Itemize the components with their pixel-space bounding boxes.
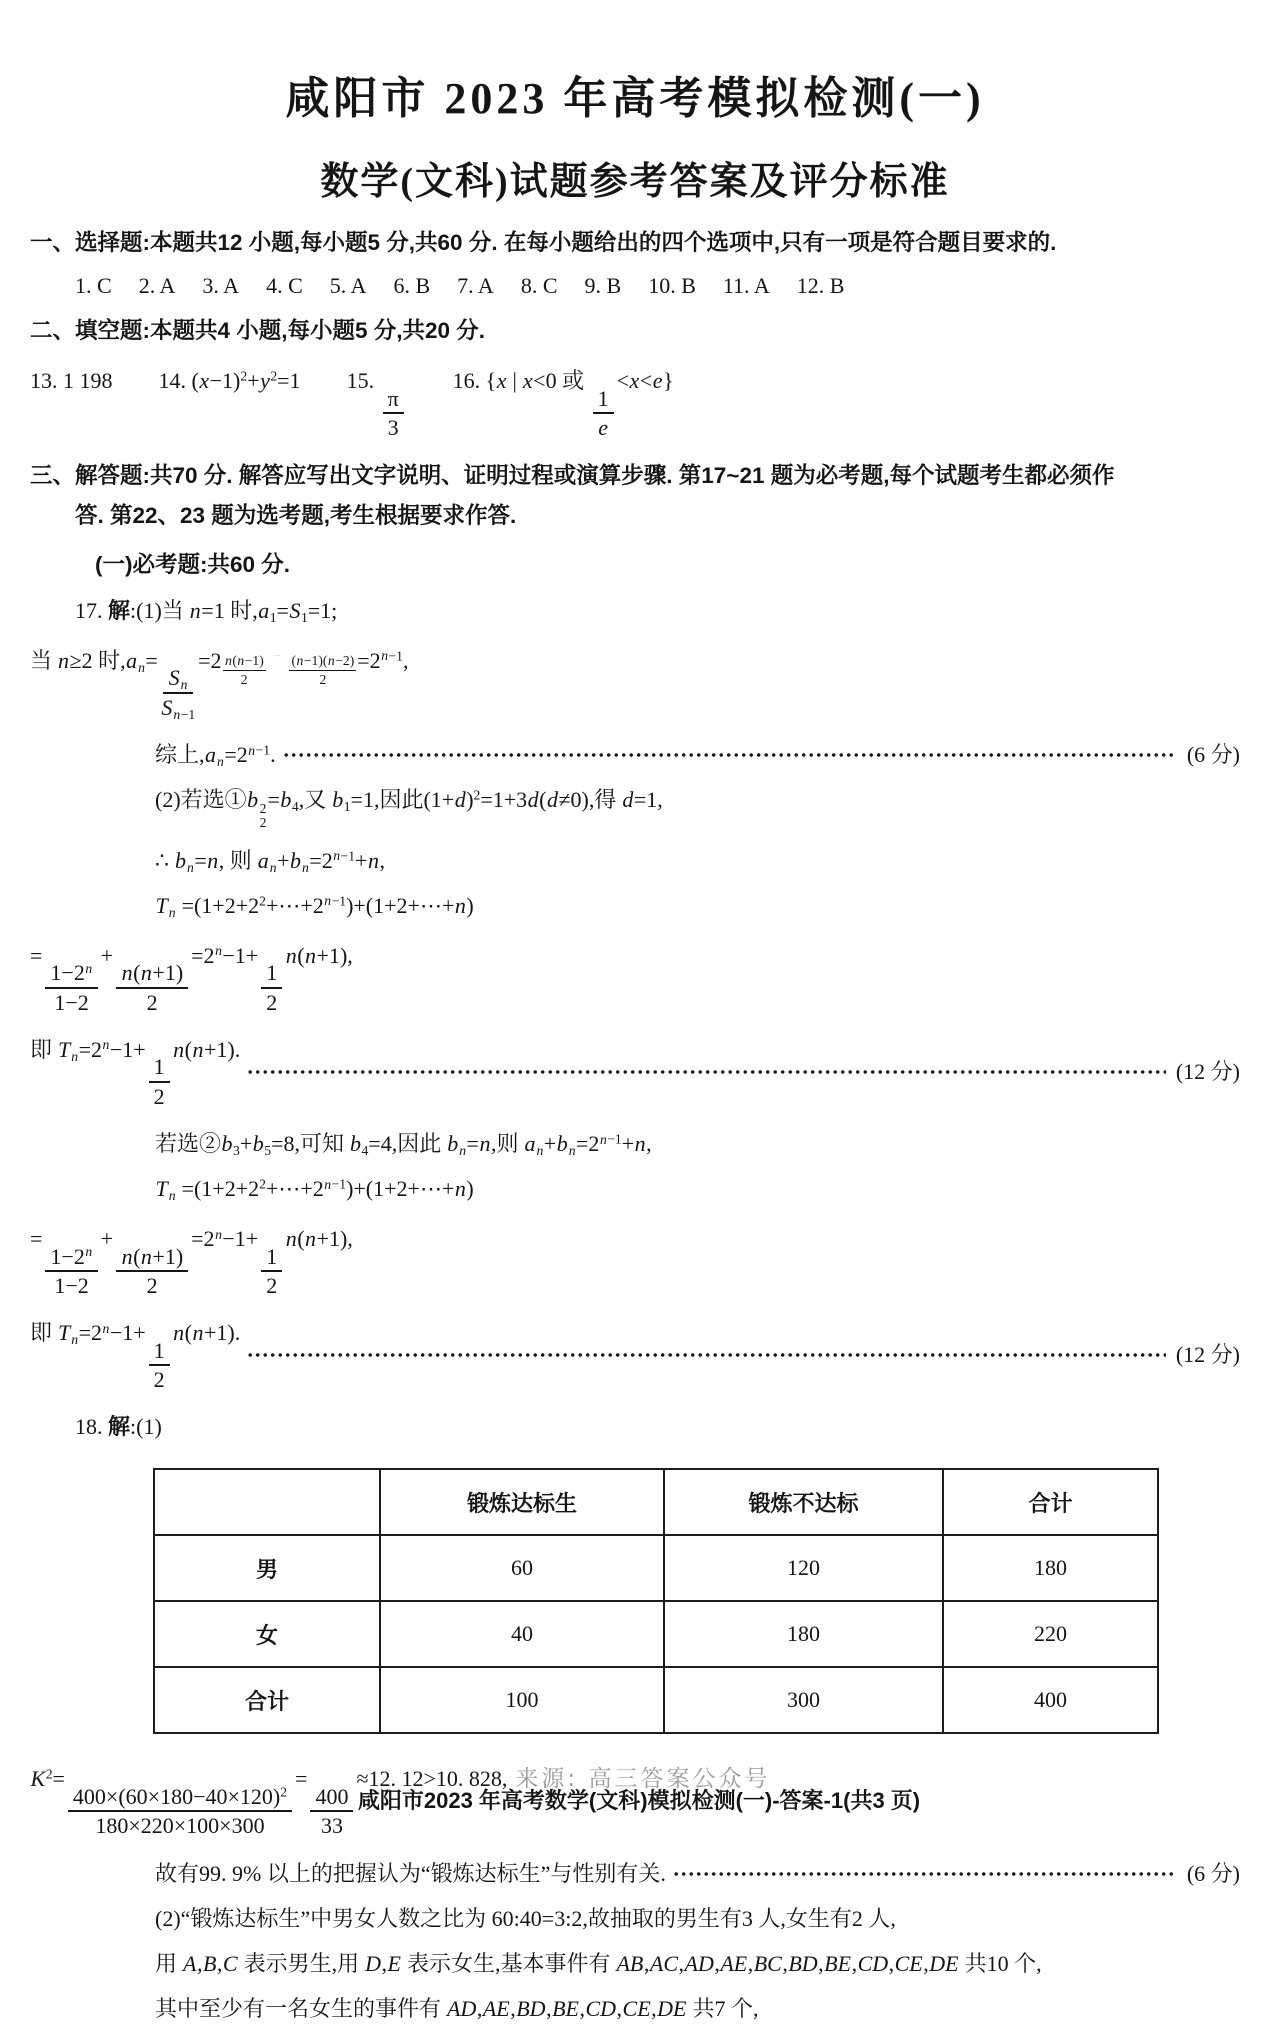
table-row bbox=[154, 1535, 1158, 1601]
choice-answers-row bbox=[75, 273, 1240, 299]
table-cell: 300 bbox=[664, 1667, 943, 1733]
choice-answer: 10. B bbox=[648, 272, 696, 298]
choice-answer: 3. A bbox=[202, 272, 240, 298]
formula-line: ∴ $b_n=n$, 则 $a_n+b_n=2^{n-1}+n$, bbox=[155, 847, 385, 875]
dotted-leader bbox=[674, 1871, 1177, 1877]
formula-line: 其中至少有一名女生的事件有 AD,AE,BD,BE,CD,CE,DE 共7 个, bbox=[155, 1995, 759, 2021]
question-17-solution bbox=[30, 596, 1240, 1393]
table-cell: 400 bbox=[943, 1667, 1158, 1733]
section-fill-heading: 二、填空题:本题共4 小题,每小题5 分,共20 分. bbox=[30, 317, 486, 343]
table-cell: 120 bbox=[664, 1535, 943, 1601]
choice-answer: 12. B bbox=[796, 272, 845, 298]
page-subtitle: 数学(文科)试题参考答案及评分标准 bbox=[320, 161, 950, 203]
page-footer: 咸阳市2023 年高考数学(文科)模拟检测(一)-答案-1(共3 页) bbox=[357, 1788, 921, 1813]
contingency-table bbox=[153, 1468, 1159, 1734]
choice-answer: 6. B bbox=[393, 272, 431, 298]
question-18-intro bbox=[30, 1412, 1240, 1442]
table-row bbox=[154, 1667, 1158, 1733]
formula-line: $T_n$ $=(1+2+2^2+\cdots+2^{n-1})+(1+2+\cdots+n)$ bbox=[155, 892, 474, 920]
score-label: (12 分) bbox=[1175, 1342, 1240, 1368]
choice-answer: 1. C bbox=[75, 272, 112, 298]
formula-line: 若选$②b_3+b_5=8$,可知 $b_4=4$,因此 $b_n=n$,则 $a_n+b_n=2^{n-1}+n$, bbox=[155, 1131, 652, 1159]
formula-line: 即 $T_n=2^n-1+$ $\frac{1}{2}$ n(n+1). (12 分) bbox=[30, 1036, 1240, 1109]
table-row-header: 合计 bbox=[154, 1667, 380, 1733]
choice-answer: 7. A bbox=[457, 272, 494, 298]
table-column-header: 锻炼不达标 bbox=[664, 1469, 943, 1535]
score-label: (6 分) bbox=[1186, 742, 1240, 768]
dotted-leader bbox=[248, 1352, 1166, 1358]
formula-line: 当 n≥2 时$,a_n=$ $\frac{S_n}{S_{n-1}}$ =2 $^{\frac{n(n-1)}{2} - \frac{(n-1)(n-2)}{2}}$ $=2^{n-1}$, bbox=[30, 647, 409, 722]
formula-line: (2)“锻炼达标生”中男女人数之比为 60:40=3:2,故抽取的男生有3 人,女生有2 人, bbox=[155, 1905, 896, 1931]
choice-answer: 5. A bbox=[329, 272, 367, 298]
formula-line: 用 A,B,C 表示男生,用 D,E 表示女生,基本事件有 AB,AC,AD,AE,BC,BD,BE,CD,CE,DE 共10 个, bbox=[155, 1950, 1042, 1976]
table-row-header: 男 bbox=[154, 1535, 380, 1601]
choice-answer: 4. C bbox=[266, 272, 303, 298]
table-cell: 100 bbox=[380, 1667, 664, 1733]
formula-line: 18. 解:(1) bbox=[75, 1414, 162, 1440]
table-cell: 180 bbox=[664, 1601, 943, 1667]
formula-line: 故有99. 9% 以上的把握认为“锻炼达标生”与性别有关. (6 分) bbox=[155, 1859, 1240, 1889]
dotted-leader bbox=[284, 752, 1177, 758]
formula-line: $T_n$ $=(1+2+2^2+\cdots+2^{n-1})+(1+2+\cdots+n)$ bbox=[155, 1176, 474, 1204]
table-row bbox=[154, 1601, 1158, 1667]
dotted-leader bbox=[248, 1069, 1166, 1075]
formula-line: $K^2=$ $\frac{400\times(60\times 180-40\times 120)^2}{180\times 220\times 100\times 300}$ = $\frac{400}{33}$ ≈12. 12>10. 828, 来源: 高三答案公众号 bbox=[30, 1766, 771, 1839]
table-corner-cell bbox=[154, 1469, 380, 1535]
choice-answer: 11. A bbox=[722, 272, 770, 298]
formula-line: = $\frac{1-2^n}{1-2}$ + $\frac{n(n+1)}{2}$ $=2^n-1+$ $\frac{1}{2}$ n(n+1), bbox=[30, 1226, 353, 1298]
choice-answer: 9. B bbox=[584, 272, 622, 298]
formula-line: 综上$,a_n=2^{n-1}$. (6 分) bbox=[155, 742, 1240, 770]
score-label: (6 分) bbox=[1186, 1860, 1240, 1886]
formula-line: 17. 解:(1)当 n=1 时$,a_1=S_1=1$; bbox=[75, 597, 338, 625]
section-solve-heading-line2: 答. 第22、23 题为选考题,考生根据要求作答. bbox=[75, 502, 517, 528]
section-choice-heading: 一、选择题:本题共12 小题,每小题5 分,共60 分. 在每小题给出的四个选项中,只有一项是符合题目要求的. bbox=[30, 230, 1057, 255]
table-column-header: 合计 bbox=[943, 1469, 1158, 1535]
table-cell: 60 bbox=[380, 1535, 664, 1601]
page-title: 咸阳市 2023 年高考模拟检测(一) bbox=[285, 74, 985, 123]
formula-line: 13. 1 198 14. $(x-1)^2+y^2=1$ 15. $\frac{\pi}{3}$ 16. {x | x<0 或 $\frac{1}{e}$ <x<e} bbox=[30, 368, 674, 440]
table-row-header: 女 bbox=[154, 1601, 380, 1667]
table-column-header: 锻炼达标生 bbox=[380, 1469, 664, 1535]
watermark-text: 来源: 高三答案公众号 bbox=[515, 1766, 771, 1793]
table-cell: 180 bbox=[943, 1535, 1158, 1601]
formula-line: 即 $T_n=2^n-1+$ $\frac{1}{2}$ n(n+1). (12 分) bbox=[30, 1320, 1240, 1393]
formula-line: (2)若选①b 2 2 $=b_4$,又 $b_1=1$,因此$(1+d)^2=1+3d(d\ne 0)$,得 d=1, bbox=[155, 786, 663, 831]
table-cell: 40 bbox=[380, 1601, 664, 1667]
table-cell: 220 bbox=[943, 1601, 1158, 1667]
section-solve-heading-line1: 三、解答题:共70 分. 解答应写出文字说明、证明过程或演算步骤. 第17~21 题为必考题,每个试题考生都必须作 bbox=[30, 463, 1115, 489]
fill-answers bbox=[30, 366, 1240, 440]
formula-line: = $\frac{1-2^n}{1-2}$ + $\frac{n(n+1)}{2}$ $=2^n-1+$ $\frac{1}{2}$ n(n+1), bbox=[30, 942, 353, 1015]
choice-answer: 2. A bbox=[138, 272, 176, 298]
choice-answer: 8. C bbox=[520, 272, 558, 298]
score-label: (12 分) bbox=[1175, 1059, 1240, 1085]
required-questions-subheading: (一)必考题:共60 分. bbox=[95, 552, 291, 578]
